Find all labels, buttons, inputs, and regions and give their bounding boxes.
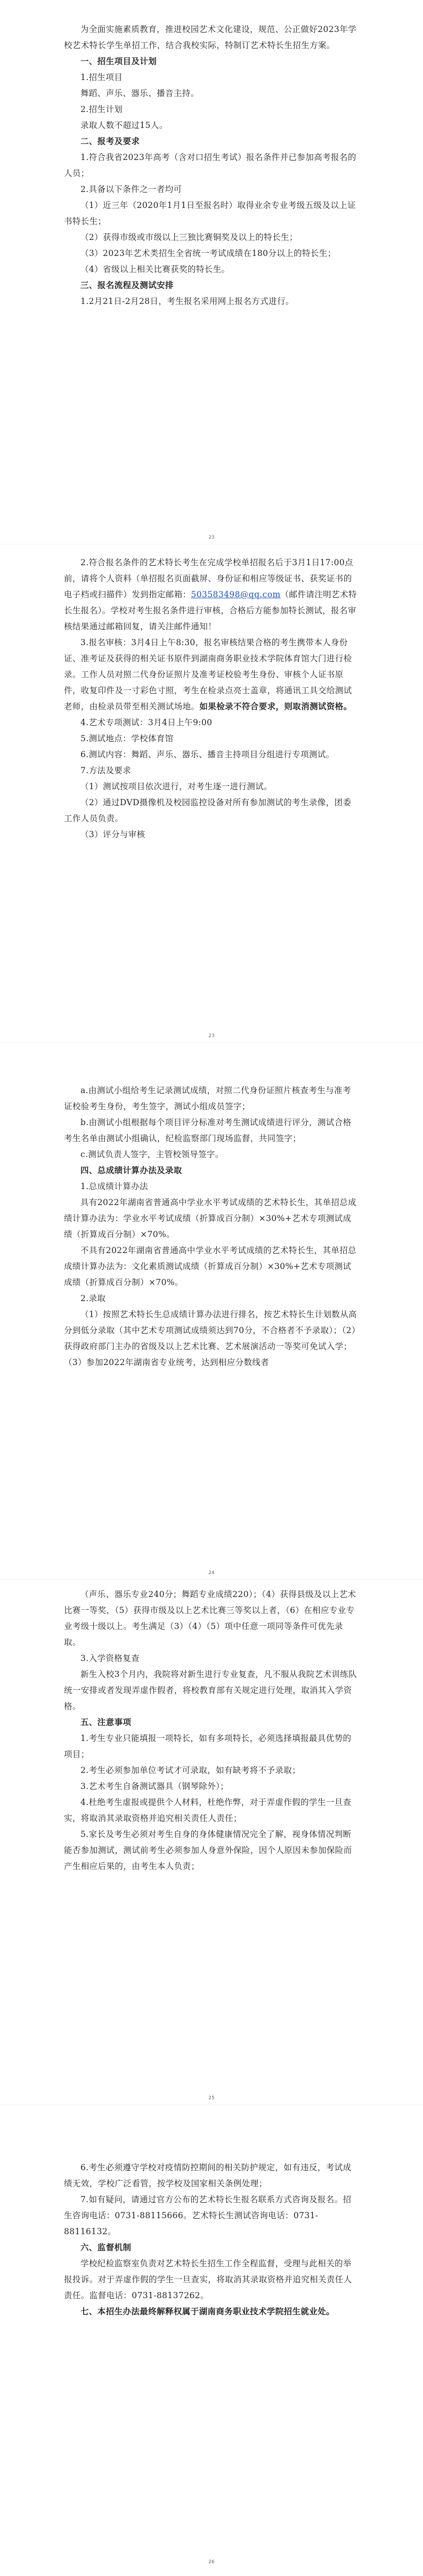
- paragraph: b.由测试小组根据每个项目评分标准对考生测试成绩进行评分，测试合格考生名单由测试小组确认，纪检监察部门现场监督，共同签字；: [64, 1118, 352, 1143]
- section-heading-1: 一、招生项目及计划: [80, 57, 157, 66]
- checkin-paragraph: [64, 635, 359, 715]
- paragraph: 5.家长及考生必须对考生自身的身体健康情况完全了解，视身体情况判断能否参加测试，测试前考生必须参加人身意外保险，因个人原因未参加保险而产生相应后果的，由考生本人负责；: [64, 1829, 352, 1871]
- paragraph: 1.总成绩计算办法: [80, 1182, 148, 1191]
- section-heading-2: 二、报考及要求: [80, 137, 140, 146]
- paragraph: 6.测试内容：舞蹈、声乐、器乐、播音主持项目分组进行专项测试。: [80, 750, 335, 759]
- paragraph: 4.杜绝考生虚报或提供个人材料，杜绝作弊，对于弄虚作假的学生一旦查实，将取消其录取资格并追究相关责任人责任；: [64, 1797, 352, 1823]
- paragraph: （1）近三年（2020年1月1日至报名时）取得业余专业考级五级及以上证书特长生；: [64, 200, 356, 226]
- email-paragraph: [64, 555, 359, 635]
- paragraph: 7.方法及要求: [80, 766, 132, 775]
- page-1-section: [64, 21, 359, 309]
- paragraph: 2.考生必须参加单位考试才可录取，如有缺考将不予录取；: [80, 1766, 301, 1775]
- section-heading-7: 七、本招生办法最终解释权属于湖南商务职业技术学院招生就业处。: [80, 2307, 335, 2316]
- paragraph: 学校纪检监察室负责对艺术特长生招生工作全程监督，受理与此相关的举报投诉。对于弄虚作假的学生一旦查实，将取消其录取资格并追究相关责任人责任。监督电话：0731-88137262。: [64, 2259, 352, 2300]
- paragraph-text: 3.报名审核：3月4日上午8:30，报名审核结果合格的考生携带本人身份证、准考证及获得的相关证书原件到湖南商务职业技术学院体育馆大门进行检录。工作人员对照二代身份证照片及准考证校验考生身份、审核个人证书原件，收复印件及一寸彩色寸照，考生在检录点亮士盖章，将通讯工具交给测试老师，由检录员带至相关测试场地。: [64, 638, 352, 711]
- page-3-section: [64, 1082, 359, 1370]
- section-heading-6: 六、监督机制: [80, 2243, 132, 2252]
- page-4-section: [64, 1586, 359, 1874]
- paragraph: 录取人数不超过15人。: [80, 121, 168, 130]
- page-number: 26: [208, 2559, 215, 2565]
- paragraph: （2）获得市级或市级以上三独比赛铜奖及以上的特长生；: [80, 232, 298, 242]
- paragraph: 3.入学资格复查: [80, 1654, 140, 1663]
- paragraph: 舞蹈、声乐、器乐、播音主持。: [80, 89, 199, 98]
- email-link[interactable]: 503583498@qq.com: [191, 590, 281, 599]
- paragraph: 5.测试地点：学校体育馆: [80, 734, 174, 743]
- intro-paragraph: 为全面实施素质教育，推进校园艺术文化建设，规范、公正做好2023年学校艺术特长学生单招工作，结合我校实际，特制订艺术特长生招生方案。: [64, 25, 357, 50]
- paragraph: 不具有2022年湖南省普通高中学业水平考试成绩的艺术特长生，其单招总成绩计算办法为：文化素质测试成绩（折算成百分制）×30%+艺术专项测试成绩（折算成百分制）×70%。: [64, 1246, 357, 1287]
- section-heading-3: 三、报名流程及测试安排: [80, 280, 174, 290]
- paragraph: a.由测试小组给考生记录测试成绩，对照二代身份证照片核查考生与准考证校验考生身份，考生签字，测试小组成员签字；: [64, 1086, 351, 1111]
- page-number: 25: [208, 2096, 215, 2101]
- paragraph: 新生入校3个月内，我院将对新生进行专业复查，凡不服从我院艺术训练队统一安排或者发现弄虚作假者，将校教育部有关规定进行处理，取消其入学资格。: [64, 1670, 357, 1711]
- page-5-section: [64, 2160, 359, 2320]
- page-number: 23: [208, 1033, 215, 1039]
- paragraph: 1.考生专业只能填报一项特长，如有多项特长，必须选择填报最具优势的项目；: [64, 1734, 352, 1759]
- paragraph: （3）2023年艺术类招生全省统一考试成绩在180分以上的特长生；: [80, 248, 336, 258]
- paragraph: （1）测试按项目依次进行，对考生逐一进行测试。: [80, 782, 273, 791]
- paragraph: 4.艺术专项测试：3月4日上午9:00: [80, 718, 213, 727]
- paragraph: 1.2月21日-2月28日，考生报名采用网上报名方式进行。: [80, 296, 294, 306]
- paragraph: 具有2022年湖南省普通高中学业水平考试成绩的艺术特长生，其单招总成绩计算办法为：学业水平考试成绩（折算成百分制）×30%+艺术专项测试成绩（折算成百分制）×70%。: [64, 1198, 357, 1239]
- paragraph: （1）按照艺术特长生总成绩计算办法进行排名，按艺术特长生计划数从高分到低分录取（其中艺术专项测试成绩须达到70分，不合格者不予录取）；（2）获得政府部门主办的省级及以上艺术比赛、艺术展演活动一等奖可免试入学；（3）参加2022年湖南省专业统考，达到相应分数线者: [64, 1310, 357, 1367]
- paragraph: （2）通过DVD摄像机及校园监控设备对所有参加测试的考生录像，团委工作人员负责。: [64, 798, 352, 823]
- paragraph: c.测试负责人签字，主管校领导签字。: [80, 1150, 224, 1159]
- paragraph: 1.符合我省2023年高考（含对口招生考试）报名条件并已参加高考报名的人员；: [64, 153, 356, 178]
- paragraph: （3）评分与审核: [80, 830, 145, 839]
- paragraph: （声乐、器乐专业240分；舞蹈专业成绩220）；（4）获得县级及以上艺术比赛一等奖，（5）获得市级及以上艺术比赛三等奖以上者，（6）在相应专业专业考级十级以上。考生满足（3）（4）（5）项中任意一项同等条件可优先录取。: [64, 1590, 356, 1647]
- paragraph: 7.如有疑问，请通过官方公布的艺术特长生报名联系方式咨询及报名。招生咨询电话：0731-88115666。艺术特长生测试咨询电话：0731-88116132。: [64, 2195, 352, 2236]
- page-2-section: [64, 555, 359, 842]
- page-divider: [0, 1579, 423, 1580]
- paragraph: （4）省级以上相关比赛获奖的特长生。: [80, 264, 230, 274]
- paragraph: 6.考生必须遵守学校对疫情防控期间的相关防护规定，如有违反，考试成绩无效，学校广泛看管，按学校及国家相关条例处理；: [64, 2163, 352, 2188]
- paragraph: 2.录取: [80, 1294, 106, 1303]
- section-heading-5: 五、注意事项: [80, 1718, 132, 1727]
- page-number: 23: [208, 535, 215, 540]
- paragraph: 2.招生计划: [80, 105, 123, 114]
- bold-warning: 如果检录不符合要求，则取消测试资格。: [199, 701, 352, 711]
- section-heading-4: 四、总成绩计算办法及录取: [80, 1166, 182, 1175]
- paragraph-text: （邮件请注明艺术特长生报名）。学校对考生报名条件进行审核，合格后方能参加特长测试，报名审核结果通过邮箱回复，请关注邮件通知！: [64, 590, 357, 631]
- page-number: 24: [208, 1570, 215, 1576]
- paragraph: 1.招生项目: [80, 73, 123, 82]
- paragraph: 2.具备以下条件之一者均可: [80, 184, 182, 194]
- paragraph: 3.艺术考生自备测试器具（钢琴除外）；: [80, 1781, 229, 1791]
- paragraph-text: 2.符合报名条件的艺术特长考生在完成学校单招报名后于3月1日17:00点前，请将个人资料（单招报名页面截屏、身份证和相应等级证书、获奖证书的电子档或扫描件）发到指定邮箱：: [64, 558, 354, 599]
- page-divider: [0, 1042, 423, 1043]
